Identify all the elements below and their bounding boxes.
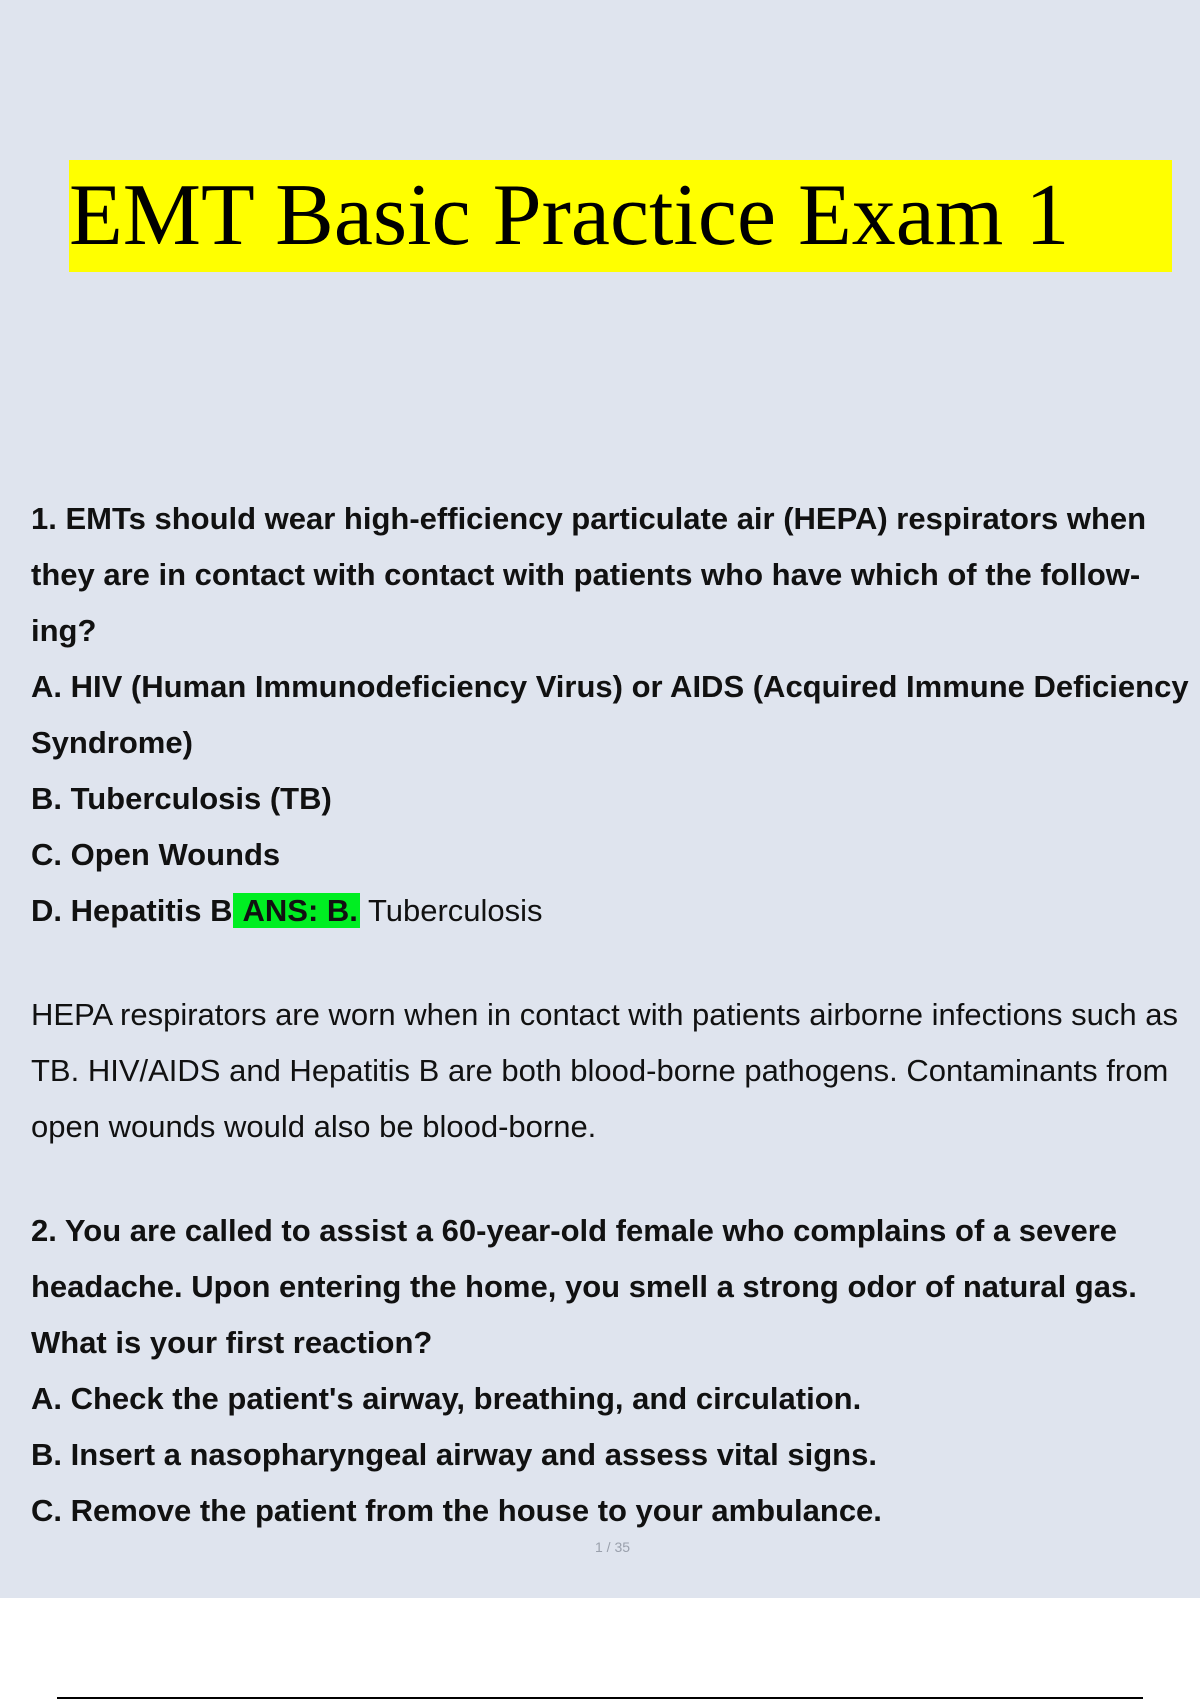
question-1-option-c: C. Open Wounds xyxy=(31,837,281,872)
answer-label: ANS: B. xyxy=(233,893,360,928)
question-1-stem-line: ing? xyxy=(31,613,97,648)
question-1 xyxy=(31,491,1200,1155)
question-2-stem-line: headache. Upon entering the home, you smell a strong odor of natural gas. xyxy=(31,1269,1137,1304)
question-2-stem-line: What is your first reaction? xyxy=(31,1325,433,1360)
explanation-line: TB. HIV/AIDS and Hepatitis B are both blood-borne pathogens. Contaminants from xyxy=(31,1053,1169,1088)
question-2-option-b: B. Insert a nasopharyngeal airway and assess vital signs. xyxy=(31,1437,877,1472)
page-title: EMT Basic Practice Exam 1 xyxy=(69,160,1172,272)
question-1-stem-line: they are in contact with contact with patients who have which of the follow- xyxy=(31,557,1141,592)
explanation-line: HEPA respirators are worn when in contact with patients airborne infections such as xyxy=(31,997,1178,1032)
page-divider xyxy=(57,1697,1143,1699)
question-1-option-a: A. HIV (Human Immunodeficiency Virus) or AIDS (Acquired Immune Deficiency xyxy=(31,669,1189,704)
question-1-stem-line: 1. EMTs should wear high-efficiency particulate air (HEPA) respirators when xyxy=(31,501,1147,536)
explanation-line: open wounds would also be blood-borne. xyxy=(31,1109,597,1144)
answer-text: Tuberculosis xyxy=(359,893,543,928)
question-2-stem-line: 2. You are called to assist a 60-year-old female who complains of a severe xyxy=(31,1213,1118,1248)
question-1-option-d: D. Hepatitis B xyxy=(31,893,233,928)
question-1-option-b: B. Tuberculosis (TB) xyxy=(31,781,332,816)
exam-content xyxy=(31,491,1200,1539)
question-1-option-a-cont: Syndrome) xyxy=(31,725,193,760)
question-1-option-d-row xyxy=(31,883,1200,939)
question-2-option-c: C. Remove the patient from the house to your ambulance. xyxy=(31,1493,882,1528)
question-2-option-a: A. Check the patient's airway, breathing, and circulation. xyxy=(31,1381,862,1416)
page-number: 1 / 35 xyxy=(594,1539,631,1555)
question-2 xyxy=(31,1203,1200,1539)
